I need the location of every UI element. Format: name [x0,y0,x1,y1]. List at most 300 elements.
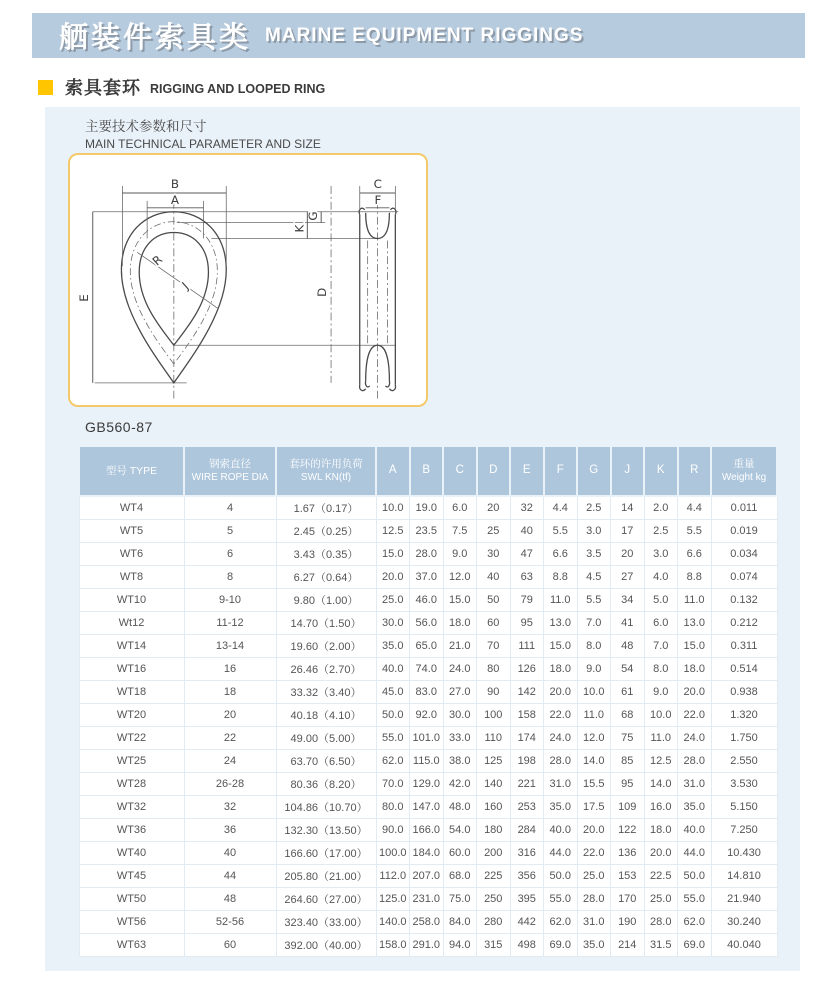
col-header-dia-zh: 钢索直径 [209,458,251,471]
table-cell: 253 [510,796,544,819]
table-cell: 28.0 [644,911,678,934]
table-body [79,496,777,957]
table-cell: 13-14 [184,635,276,658]
table-cell: 13.0 [678,612,712,635]
table-cell: 0.074 [711,566,777,589]
table-cell: 35.0 [678,796,712,819]
table-cell: 32 [184,796,276,819]
table-cell: 80.0 [376,796,410,819]
table-cell: 23.5 [410,520,444,543]
table-cell: 22.5 [644,865,678,888]
table-cell: 158 [510,704,544,727]
table-cell: 142 [510,681,544,704]
table-cell: 136 [611,842,645,865]
thimble-diagram [70,155,426,405]
col-header-type [79,446,184,496]
table-cell: 60 [477,612,511,635]
spec-table [78,445,778,957]
table-cell: 392.00（40.00） [276,934,376,957]
table-cell: 62.0 [544,911,578,934]
table-cell: 30.240 [711,911,777,934]
table-row [79,796,777,819]
table-cell: 19.60（2.00） [276,635,376,658]
table-cell: 24.0 [544,727,578,750]
table-cell: 30 [477,543,511,566]
table-row [79,773,777,796]
table-cell: 10.430 [711,842,777,865]
table-row [79,934,777,957]
table-cell: 55.0 [376,727,410,750]
table-cell: 50 [477,589,511,612]
table-cell: 140 [477,773,511,796]
table-cell: WT45 [79,865,184,888]
table-cell: 18.0 [678,658,712,681]
table-cell: 42.0 [443,773,477,796]
table-row [79,543,777,566]
table-cell: 2.45（0.25） [276,520,376,543]
section-heading [38,74,325,100]
panel-subtitle-zh: 主要技术参数和尺寸 [85,119,207,134]
table-cell: 33.0 [443,727,477,750]
table-cell: 9.0 [443,543,477,566]
table-cell: 1.320 [711,704,777,727]
table-row [79,865,777,888]
table-cell: 9.0 [644,681,678,704]
table-cell: 80.36（8.20） [276,773,376,796]
table-cell: 10.0 [644,704,678,727]
table-cell: 84.0 [443,911,477,934]
table-cell: 41 [611,612,645,635]
table-cell: 30.0 [376,612,410,635]
table-cell: 4.4 [544,496,578,520]
table-cell: 160 [477,796,511,819]
table-cell: 111 [510,635,544,658]
table-cell: 95 [510,612,544,635]
col-header-f: F [544,446,578,496]
table-cell: 174 [510,727,544,750]
table-cell: 20 [477,496,511,520]
col-header-swl [276,446,376,496]
table-cell: 54 [611,658,645,681]
table-cell: 75 [611,727,645,750]
table-cell: 0.212 [711,612,777,635]
table-cell: 7.250 [711,819,777,842]
table-cell: 24.0 [678,727,712,750]
table-cell: 498 [510,934,544,957]
table-cell: 22.0 [544,704,578,727]
table-row [79,704,777,727]
table-cell: 198 [510,750,544,773]
table-cell: 60 [184,934,276,957]
table-cell: 5.150 [711,796,777,819]
col-header-swl-en: SWL KN(tf) [300,472,352,484]
table-cell: 35.0 [577,934,611,957]
table-cell: 5.0 [644,589,678,612]
table-cell: 395 [510,888,544,911]
table-cell: 2.0 [644,496,678,520]
table-row [79,496,777,520]
table-cell: 25.0 [376,589,410,612]
table-cell: 109 [611,796,645,819]
table-cell: 207.0 [410,865,444,888]
table-cell: 101.0 [410,727,444,750]
table-cell: 28.0 [577,888,611,911]
table-cell: 20.0 [376,566,410,589]
table-cell: 20.0 [577,819,611,842]
panel-subtitle-en: MAIN TECHNICAL PARAMETER AND SIZE [85,137,321,151]
table-cell: 48 [184,888,276,911]
table-cell: 4.5 [577,566,611,589]
table-cell: 25.0 [644,888,678,911]
table-cell: 14.0 [577,750,611,773]
table-cell: WT16 [79,658,184,681]
table-cell: 28.0 [410,543,444,566]
table-cell: 24.0 [443,658,477,681]
table-cell: 6 [184,543,276,566]
table-cell: 94.0 [443,934,477,957]
table-cell: 11-12 [184,612,276,635]
table-cell: 85 [611,750,645,773]
table-cell: 22 [184,727,276,750]
table-cell: 30.0 [443,704,477,727]
table-cell: 40 [184,842,276,865]
table-cell: 47 [510,543,544,566]
col-header-weight [711,446,777,496]
col-header-a: A [376,446,410,496]
table-cell: 284 [510,819,544,842]
table-cell: 184.0 [410,842,444,865]
table-cell: 20.0 [678,681,712,704]
table-cell: 83.0 [410,681,444,704]
table-cell: 38.0 [443,750,477,773]
table-cell: 35.0 [376,635,410,658]
table-row [79,911,777,934]
table-cell: 3.5 [577,543,611,566]
table-cell: 6.6 [678,543,712,566]
table-cell: 14 [611,496,645,520]
standard-label: GB560-87 [85,419,153,435]
table-cell: 231.0 [410,888,444,911]
table-cell: WT50 [79,888,184,911]
table-cell: 49.00（5.00） [276,727,376,750]
table-cell: 26.46（2.70） [276,658,376,681]
table-cell: 31.0 [544,773,578,796]
table-cell: 69.0 [544,934,578,957]
table-cell: 54.0 [443,819,477,842]
table-row [79,635,777,658]
table-cell: 14.810 [711,865,777,888]
table-cell: WT5 [79,520,184,543]
table-cell: 21.0 [443,635,477,658]
table-row [79,681,777,704]
dim-label-k: K [292,224,307,233]
table-cell: 90 [477,681,511,704]
table-cell: 31.5 [644,934,678,957]
table-cell: 31.0 [678,773,712,796]
table-cell: 190 [611,911,645,934]
table-cell: 75.0 [443,888,477,911]
banner-title-en: MARINE EQUIPMENT RIGGINGS [265,24,584,46]
table-cell: 250 [477,888,511,911]
spec-table-wrapper [78,445,776,957]
table-cell: 214 [611,934,645,957]
table-cell: 100 [477,704,511,727]
dim-label-a: A [170,192,179,207]
table-cell: WT25 [79,750,184,773]
table-cell: WT56 [79,911,184,934]
table-cell: 15.0 [678,635,712,658]
table-cell: 7.0 [644,635,678,658]
table-cell: 6.27（0.64） [276,566,376,589]
table-cell: 34 [611,589,645,612]
table-cell: 48.0 [443,796,477,819]
dim-label-j: J [179,279,192,293]
table-cell: 15.0 [443,589,477,612]
table-cell: 5 [184,520,276,543]
table-cell: 70.0 [376,773,410,796]
table-cell: 20 [611,543,645,566]
technical-drawing-box [68,153,428,407]
table-cell: 20.0 [544,681,578,704]
table-cell: 11.0 [644,727,678,750]
dim-label-g: G [306,211,321,221]
table-cell: 3.0 [577,520,611,543]
yellow-bullet-icon [38,80,53,95]
table-cell: 0.938 [711,681,777,704]
col-header-j: J [611,446,645,496]
dim-label-r: R [149,252,166,269]
col-header-e: E [510,446,544,496]
table-cell: 5.5 [544,520,578,543]
table-cell: 12.5 [644,750,678,773]
table-cell: 40 [510,520,544,543]
table-cell: 315 [477,934,511,957]
table-cell: 264.60（27.00） [276,888,376,911]
table-cell: 70 [477,635,511,658]
dim-label-e: E [76,294,91,302]
col-header-weight-zh: 重量 [733,458,755,471]
table-cell: 291.0 [410,934,444,957]
section-title-en: RIGGING AND LOOPED RING [150,81,326,96]
table-cell: 205.80（21.00） [276,865,376,888]
table-cell: 2.5 [577,496,611,520]
table-cell: 104.86（10.70） [276,796,376,819]
table-cell: 12.0 [443,566,477,589]
table-cell: 36 [184,819,276,842]
table-cell: 153 [611,865,645,888]
table-cell: 12.0 [577,727,611,750]
table-cell: 40.0 [376,658,410,681]
dim-label-c: C [373,177,382,192]
table-cell: 200 [477,842,511,865]
table-cell: 115.0 [410,750,444,773]
table-cell: WT6 [79,543,184,566]
table-cell: 18.0 [544,658,578,681]
table-cell: 15.0 [544,635,578,658]
table-cell: WT4 [79,496,184,520]
table-cell: 15.0 [376,543,410,566]
table-cell: WT36 [79,819,184,842]
table-cell: 4.0 [644,566,678,589]
table-cell: 14.70（1.50） [276,612,376,635]
table-cell: 10.0 [376,496,410,520]
table-cell: 22.0 [577,842,611,865]
table-cell: 40.0 [544,819,578,842]
table-cell: 50.0 [376,704,410,727]
table-cell: 9.80（1.00） [276,589,376,612]
table-cell: WT22 [79,727,184,750]
table-cell: 6.0 [443,496,477,520]
col-header-wire-rope-dia [184,446,276,496]
table-cell: 17 [611,520,645,543]
table-cell: 442 [510,911,544,934]
col-header-c: C [443,446,477,496]
table-cell: 166.0 [410,819,444,842]
table-cell: 32 [510,496,544,520]
table-cell: 0.132 [711,589,777,612]
table-cell: 28.0 [544,750,578,773]
table-cell: 61 [611,681,645,704]
col-header-dia-en: WIRE ROPE DIA [191,472,269,484]
table-cell: 50.0 [544,865,578,888]
table-cell: WT18 [79,681,184,704]
table-cell: 28.0 [678,750,712,773]
table-cell: 110 [477,727,511,750]
table-row [79,566,777,589]
table-row [79,658,777,681]
table-row [79,888,777,911]
table-cell: 48 [611,635,645,658]
table-cell: WT14 [79,635,184,658]
table-cell: Wt12 [79,612,184,635]
table-cell: 147.0 [410,796,444,819]
dim-label-d: D [315,287,330,297]
table-cell: 44 [184,865,276,888]
col-header-weight-en: Weight kg [721,472,767,484]
table-cell: WT10 [79,589,184,612]
table-cell: 18 [184,681,276,704]
table-cell: 356 [510,865,544,888]
table-cell: 40 [477,566,511,589]
table-cell: 140.0 [376,911,410,934]
table-cell: 46.0 [410,589,444,612]
table-cell: 170 [611,888,645,911]
table-cell: WT28 [79,773,184,796]
table-cell: 0.019 [711,520,777,543]
dim-label-b: B [170,177,180,192]
table-cell: 3.0 [644,543,678,566]
col-header-type-label: 型号 TYPE [105,464,158,477]
table-cell: 79 [510,589,544,612]
table-cell: WT8 [79,566,184,589]
table-cell: 60.0 [443,842,477,865]
table-cell: 63 [510,566,544,589]
table-cell: 50.0 [678,865,712,888]
table-cell: 280 [477,911,511,934]
table-cell: 0.311 [711,635,777,658]
table-cell: 40.0 [678,819,712,842]
table-cell: 8.0 [644,658,678,681]
table-row [79,612,777,635]
table-cell: 13.0 [544,612,578,635]
table-cell: 90.0 [376,819,410,842]
table-row [79,520,777,543]
table-cell: 132.30（13.50） [276,819,376,842]
table-cell: 24 [184,750,276,773]
table-cell: 126 [510,658,544,681]
table-cell: 3.43（0.35） [276,543,376,566]
table-cell: 68 [611,704,645,727]
table-cell: 68.0 [443,865,477,888]
table-cell: 18.0 [644,819,678,842]
table-cell: 80 [477,658,511,681]
table-cell: 16.0 [644,796,678,819]
table-cell: 25 [477,520,511,543]
section-title-zh: 索具套环 [65,78,141,98]
table-cell: 5.5 [577,589,611,612]
table-cell: 122 [611,819,645,842]
table-cell: 166.60（17.00） [276,842,376,865]
table-cell: 7.5 [443,520,477,543]
table-cell: 52-56 [184,911,276,934]
table-cell: 0.514 [711,658,777,681]
table-row [79,750,777,773]
table-cell: 31.0 [577,911,611,934]
col-header-g: G [577,446,611,496]
table-cell: 65.0 [410,635,444,658]
col-header-r: R [678,446,712,496]
table-cell: 8.8 [678,566,712,589]
table-cell: 14.0 [644,773,678,796]
table-cell: 258.0 [410,911,444,934]
table-cell: 323.40（33.00） [276,911,376,934]
table-cell: 17.5 [577,796,611,819]
table-cell: 225 [477,865,511,888]
table-cell: 20.0 [644,842,678,865]
table-cell: 6.6 [544,543,578,566]
table-cell: 316 [510,842,544,865]
col-header-b: B [410,446,444,496]
table-cell: 9.0 [577,658,611,681]
table-cell: 95 [611,773,645,796]
table-cell: 62.0 [376,750,410,773]
table-cell: 12.5 [376,520,410,543]
table-cell: 100.0 [376,842,410,865]
table-cell: 40.040 [711,934,777,957]
table-cell: 27.0 [443,681,477,704]
table-cell: 4.4 [678,496,712,520]
table-cell: 92.0 [410,704,444,727]
table-row [79,819,777,842]
content-panel [45,107,800,971]
panel-subtitle [85,115,321,151]
col-header-d: D [477,446,511,496]
table-cell: 22.0 [678,704,712,727]
table-cell: 7.0 [577,612,611,635]
table-cell: 15.5 [577,773,611,796]
table-cell: 25.0 [577,865,611,888]
table-cell: 11.0 [577,704,611,727]
table-cell: 44.0 [544,842,578,865]
table-cell: 10.0 [577,681,611,704]
dim-label-f: F [374,192,382,207]
table-cell: 11.0 [678,589,712,612]
table-cell: 112.0 [376,865,410,888]
table-cell: 2.5 [644,520,678,543]
table-row [79,727,777,750]
table-cell: 8.8 [544,566,578,589]
table-cell: 21.940 [711,888,777,911]
